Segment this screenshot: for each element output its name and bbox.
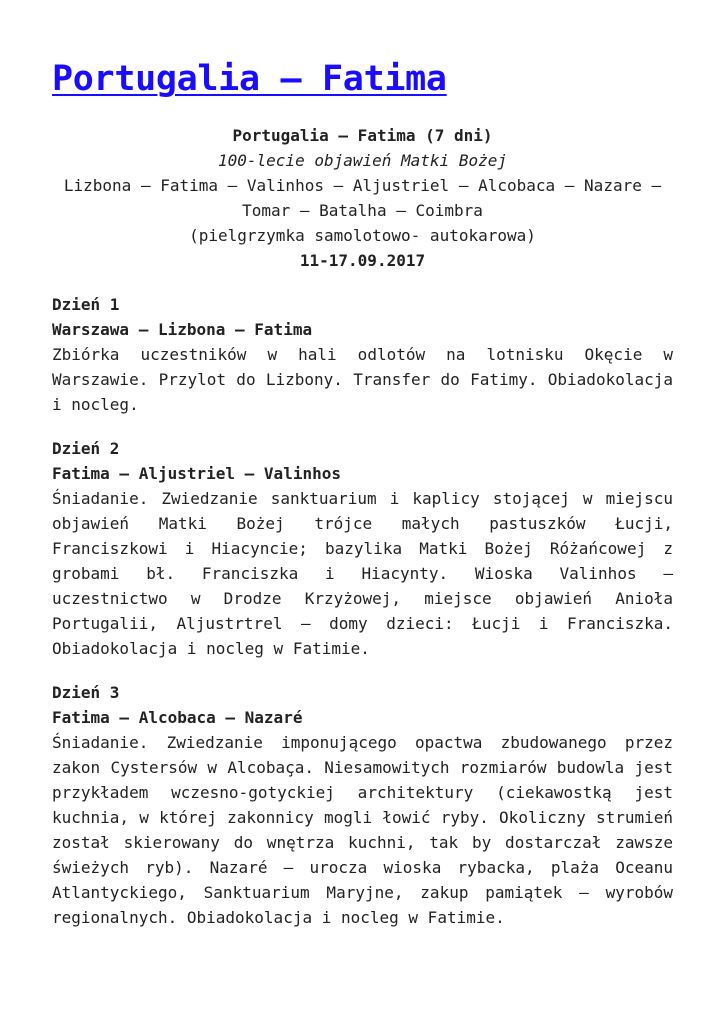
trip-type: (pielgrzymka samolotowo- autokarowa) [189,226,536,245]
day-section-1 [52,292,673,417]
trip-heading: Portugalia – Fatima (7 dni) [232,126,493,145]
day-description: Śniadanie. Zwiedzanie sanktuarium i kaplicy stojącej w miejscu objawień Matki Bożej trójce małych pastuszków Łucji, Franciszkowi i Hiacyncie; bazylika Matki Bożej Różańcowej z grobami bł. Franciszka i Hiacynty. Wioska Valinhos – uczestnictwo w Drodze Krzyżowej, miejsce objawień Anioła Portugalii, Aljustrtrel – domy dzieci: Łucji i Franciszka. Obiadokolacja i nocleg w Fatimie. [52,489,673,658]
day-label: Dzień 3 [52,683,120,702]
trip-route-line-1: Lizbona – Fatima – Valinhos – Aljustriel – Alcobaca – Nazare – [63,176,662,195]
trip-route-line-2: Tomar – Batalha – Coimbra [242,201,483,220]
day-description: Zbiórka uczestników w hali odlotów na lotnisku Okęcie w Warszawie. Przylot do Lizbony. Transfer do Fatimy. Obiadokolacja i nocleg. [52,345,673,414]
trip-intro [52,123,673,273]
day-section-2 [52,436,673,661]
day-route: Fatima – Alcobaca – Nazaré [52,708,303,727]
trip-subtitle: 100-lecie objawień Matki Bożej [218,151,507,170]
day-route: Fatima – Aljustriel – Valinhos [52,464,341,483]
page-title-link[interactable]: Portugalia – Fatima [52,59,447,99]
page-title [52,57,673,101]
day-description: Śniadanie. Zwiedzanie imponującego opactwa zbudowanego przez zakon Cystersów w Alcobaça. Niesamowitych rozmiarów budowla jest przykładem wczesno-gotyckiej architektury (ciekawostką jest kuchnia, w której zakonnicy mogli łowić ryby. Okoliczny strumień został skierowany do wnętrza kuchni, tak by dostarczał zawsze świeżych ryb). Nazaré – urocza wioska rybacka, plaża Oceanu Atlantyckiego, Sanktuarium Maryjne, zakup pamiątek – wyrobów regionalnych. Obiadokolacja i nocleg w Fatimie. [52,733,673,927]
day-label: Dzień 2 [52,439,120,458]
day-route: Warszawa – Lizbona – Fatima [52,320,313,339]
day-label: Dzień 1 [52,295,120,314]
trip-dates: 11-17.09.2017 [299,251,426,270]
day-section-3 [52,680,673,930]
